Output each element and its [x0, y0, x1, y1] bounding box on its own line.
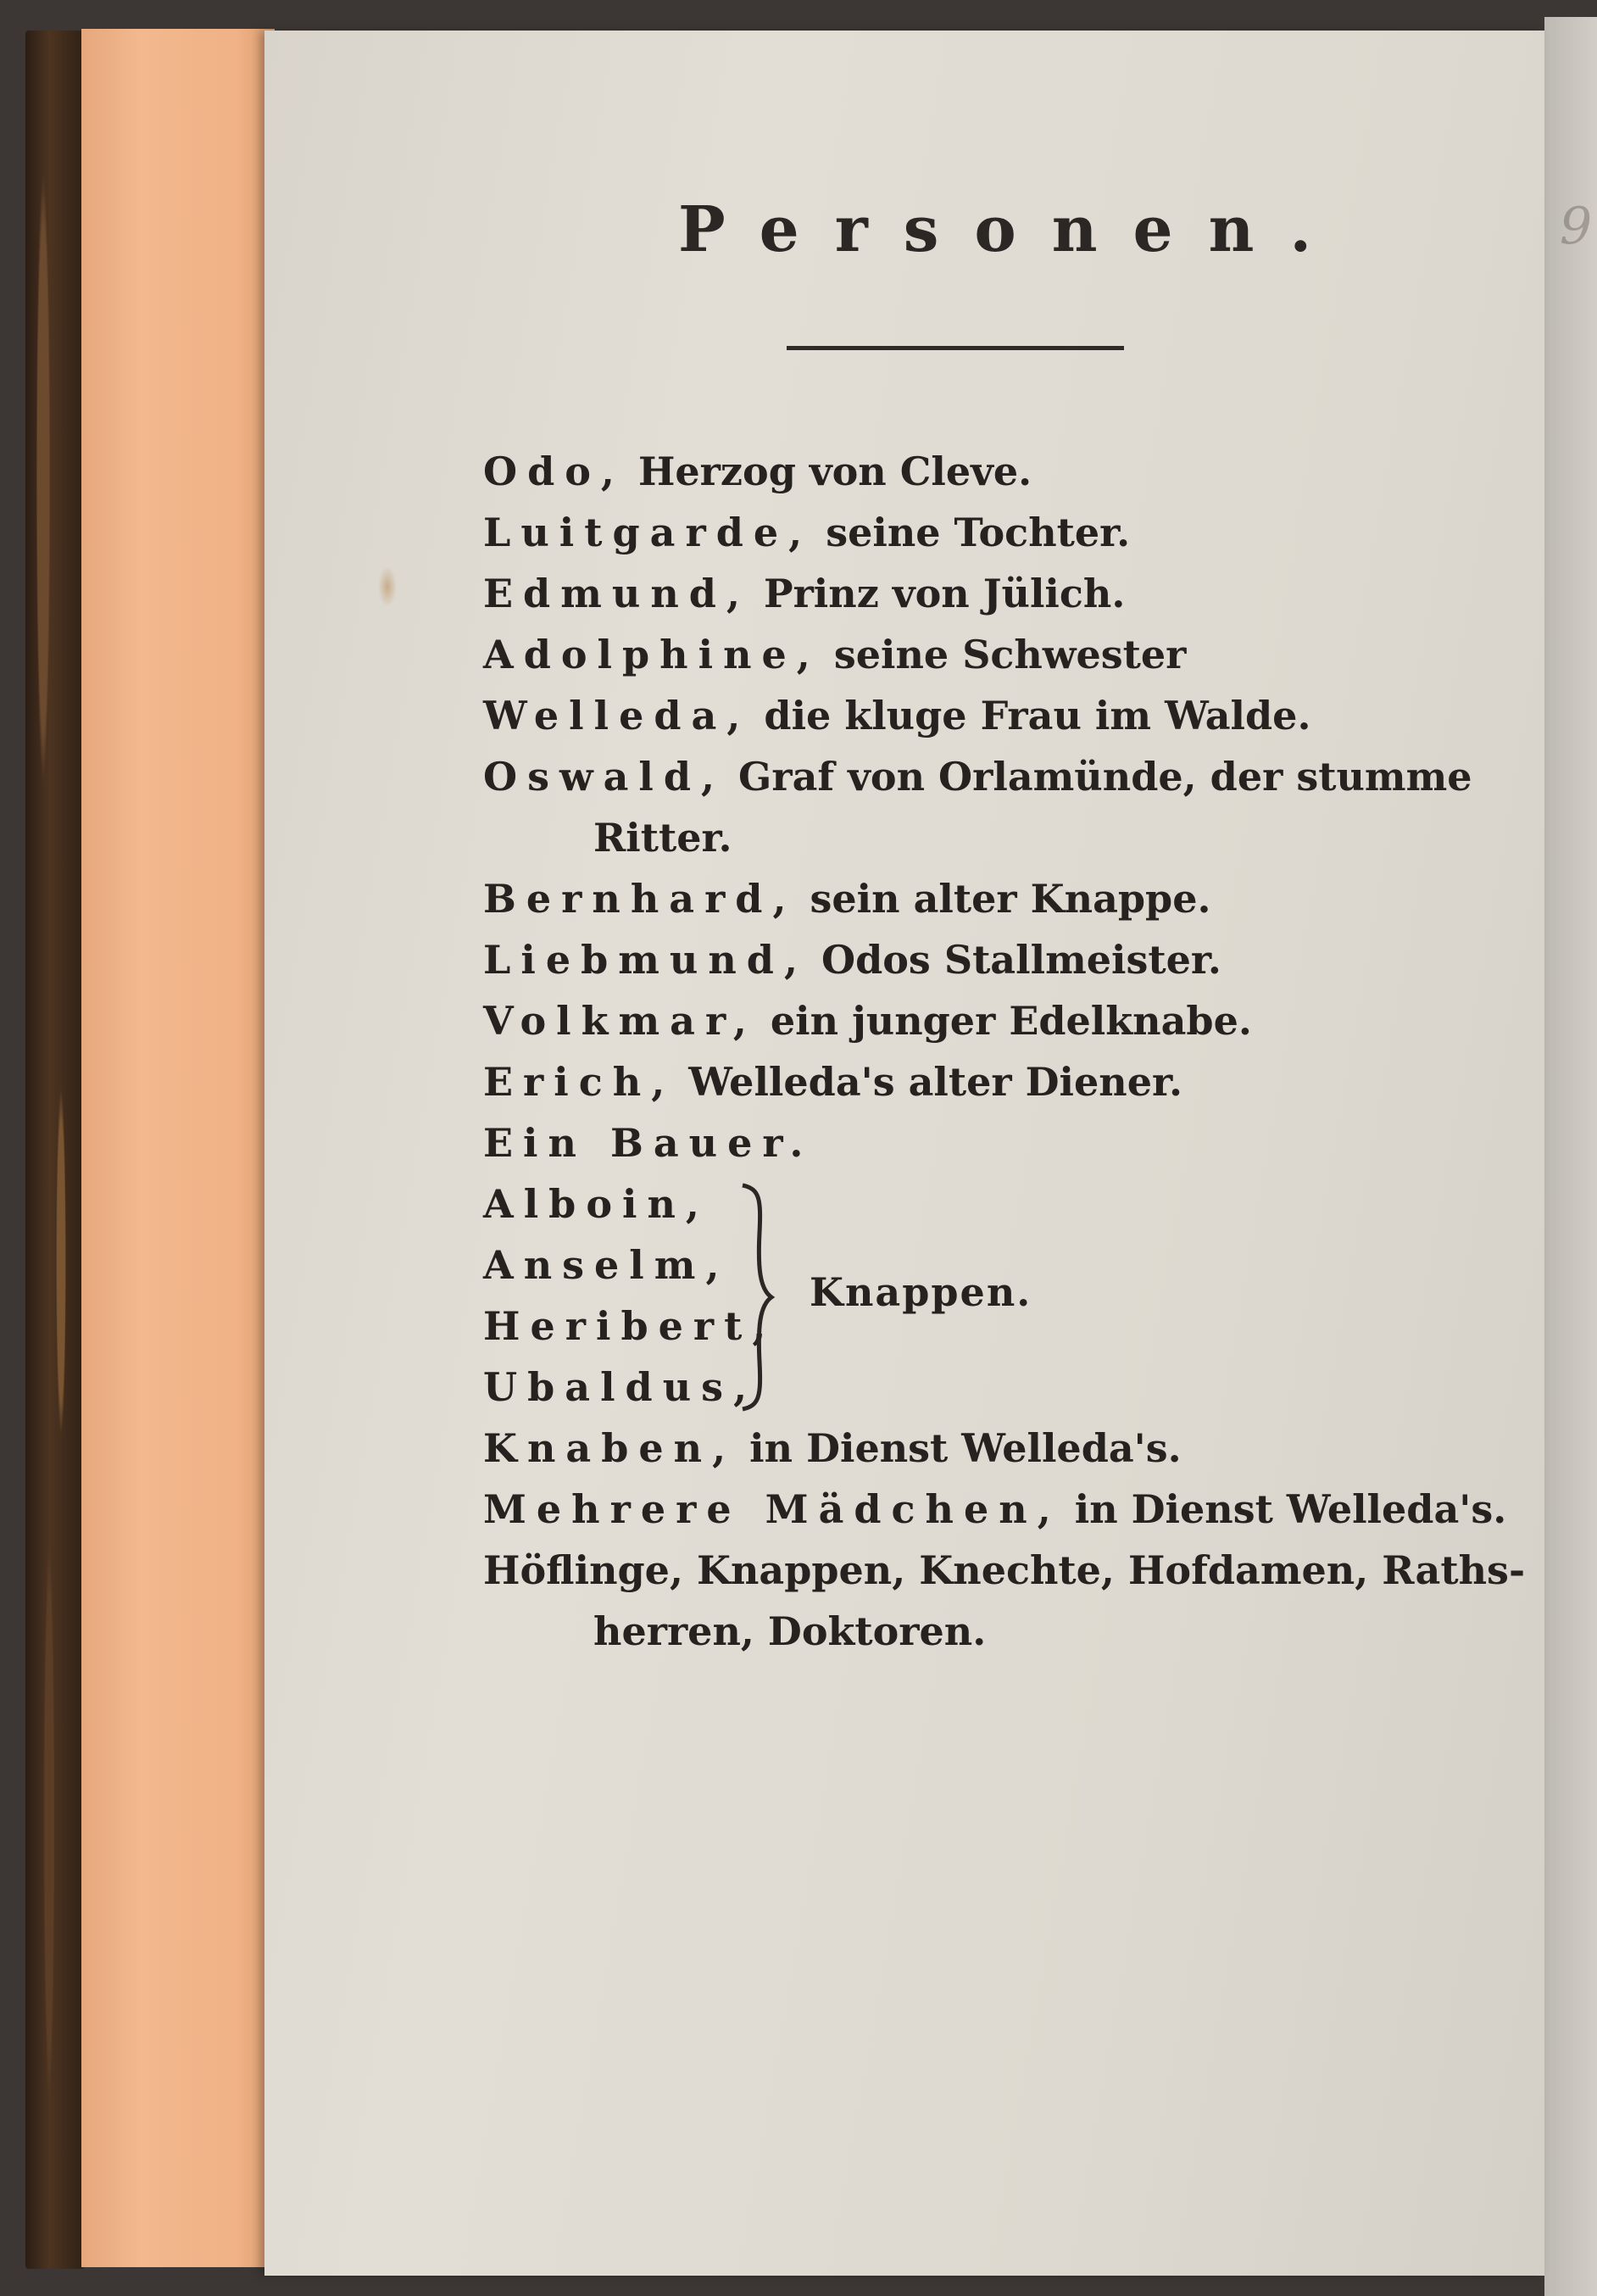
cast-role: in Dienst Welleda's. — [1074, 1486, 1507, 1532]
cast-continuation: Ritter. — [593, 815, 732, 861]
knappen-label: Knappen. — [810, 1269, 1032, 1315]
curly-brace — [737, 1182, 776, 1413]
cast-role: sein alter Knappe. — [810, 876, 1211, 922]
cast-entry — [483, 624, 1500, 685]
knappe-name: Anselm, — [483, 1242, 730, 1288]
cast-entry — [483, 502, 1500, 563]
cast-name: Welleda, — [483, 693, 751, 738]
cast-entry — [483, 563, 1500, 624]
cast-entry — [483, 746, 1500, 807]
cast-entry — [483, 1479, 1507, 1540]
knappe-name: Heribert, — [483, 1303, 776, 1349]
cast-entry — [483, 990, 1500, 1051]
cast-name: Knaben, — [483, 1425, 737, 1471]
knappe-name: Ubaldus, — [483, 1364, 758, 1410]
cast-role: seine Tochter. — [826, 510, 1131, 555]
cast-list — [483, 441, 1526, 1662]
cast-role: Höflinge, Knappen, Knechte, Hofdamen, Raths- — [483, 1547, 1526, 1593]
endpaper — [81, 29, 275, 2267]
cast-role: Graf von Orlamünde, der stumme — [738, 754, 1472, 800]
cast-name: Ein Bauer. — [483, 1120, 814, 1166]
knappen-group — [483, 1173, 1500, 1418]
cast-role: Herzog von Cleve. — [637, 449, 1032, 494]
knappe-name: Alboin, — [483, 1181, 709, 1227]
cast-name: Luitgarde, — [483, 510, 813, 555]
cast-entry — [483, 685, 1500, 746]
cast-entry — [483, 1418, 1500, 1479]
paper-stain — [378, 566, 397, 607]
next-page-fragment: 9 — [1560, 197, 1593, 256]
cast-entry — [483, 868, 1500, 929]
cast-name: Erich, — [483, 1059, 676, 1105]
title-rule — [787, 346, 1124, 350]
cast-entry — [483, 1051, 1500, 1112]
next-page-edge — [1544, 17, 1597, 2296]
cast-name: Volkmar, — [483, 998, 757, 1044]
page-title: Personen. — [678, 193, 1348, 266]
cast-role: Odos Stallmeister. — [821, 937, 1221, 983]
cast-role: ein junger Edelknabe. — [770, 998, 1252, 1044]
cast-entry — [483, 441, 1500, 502]
cast-continuation: herren, Doktoren. — [593, 1608, 987, 1654]
cast-role: Prinz von Jülich. — [763, 571, 1126, 616]
cast-role: die kluge Frau im Walde. — [764, 693, 1311, 738]
cast-name: Adolphine, — [483, 632, 821, 677]
cast-name: Bernhard, — [483, 876, 797, 922]
cast-name: Odo, — [483, 449, 625, 494]
cast-role: seine Schwester — [833, 632, 1187, 677]
cast-entry — [483, 929, 1500, 990]
book-spine — [25, 31, 85, 2269]
cast-name: Oswald, — [483, 754, 726, 800]
cast-name: Mehrere Mädchen, — [483, 1486, 1061, 1532]
cast-role: Welleda's alter Diener. — [688, 1059, 1183, 1105]
cast-name: Liebmund, — [483, 937, 808, 983]
cast-entry — [483, 1112, 1500, 1173]
cast-name: Edmund, — [483, 571, 750, 616]
cast-role: in Dienst Welleda's. — [749, 1425, 1182, 1471]
cast-entry — [483, 1540, 1526, 1601]
